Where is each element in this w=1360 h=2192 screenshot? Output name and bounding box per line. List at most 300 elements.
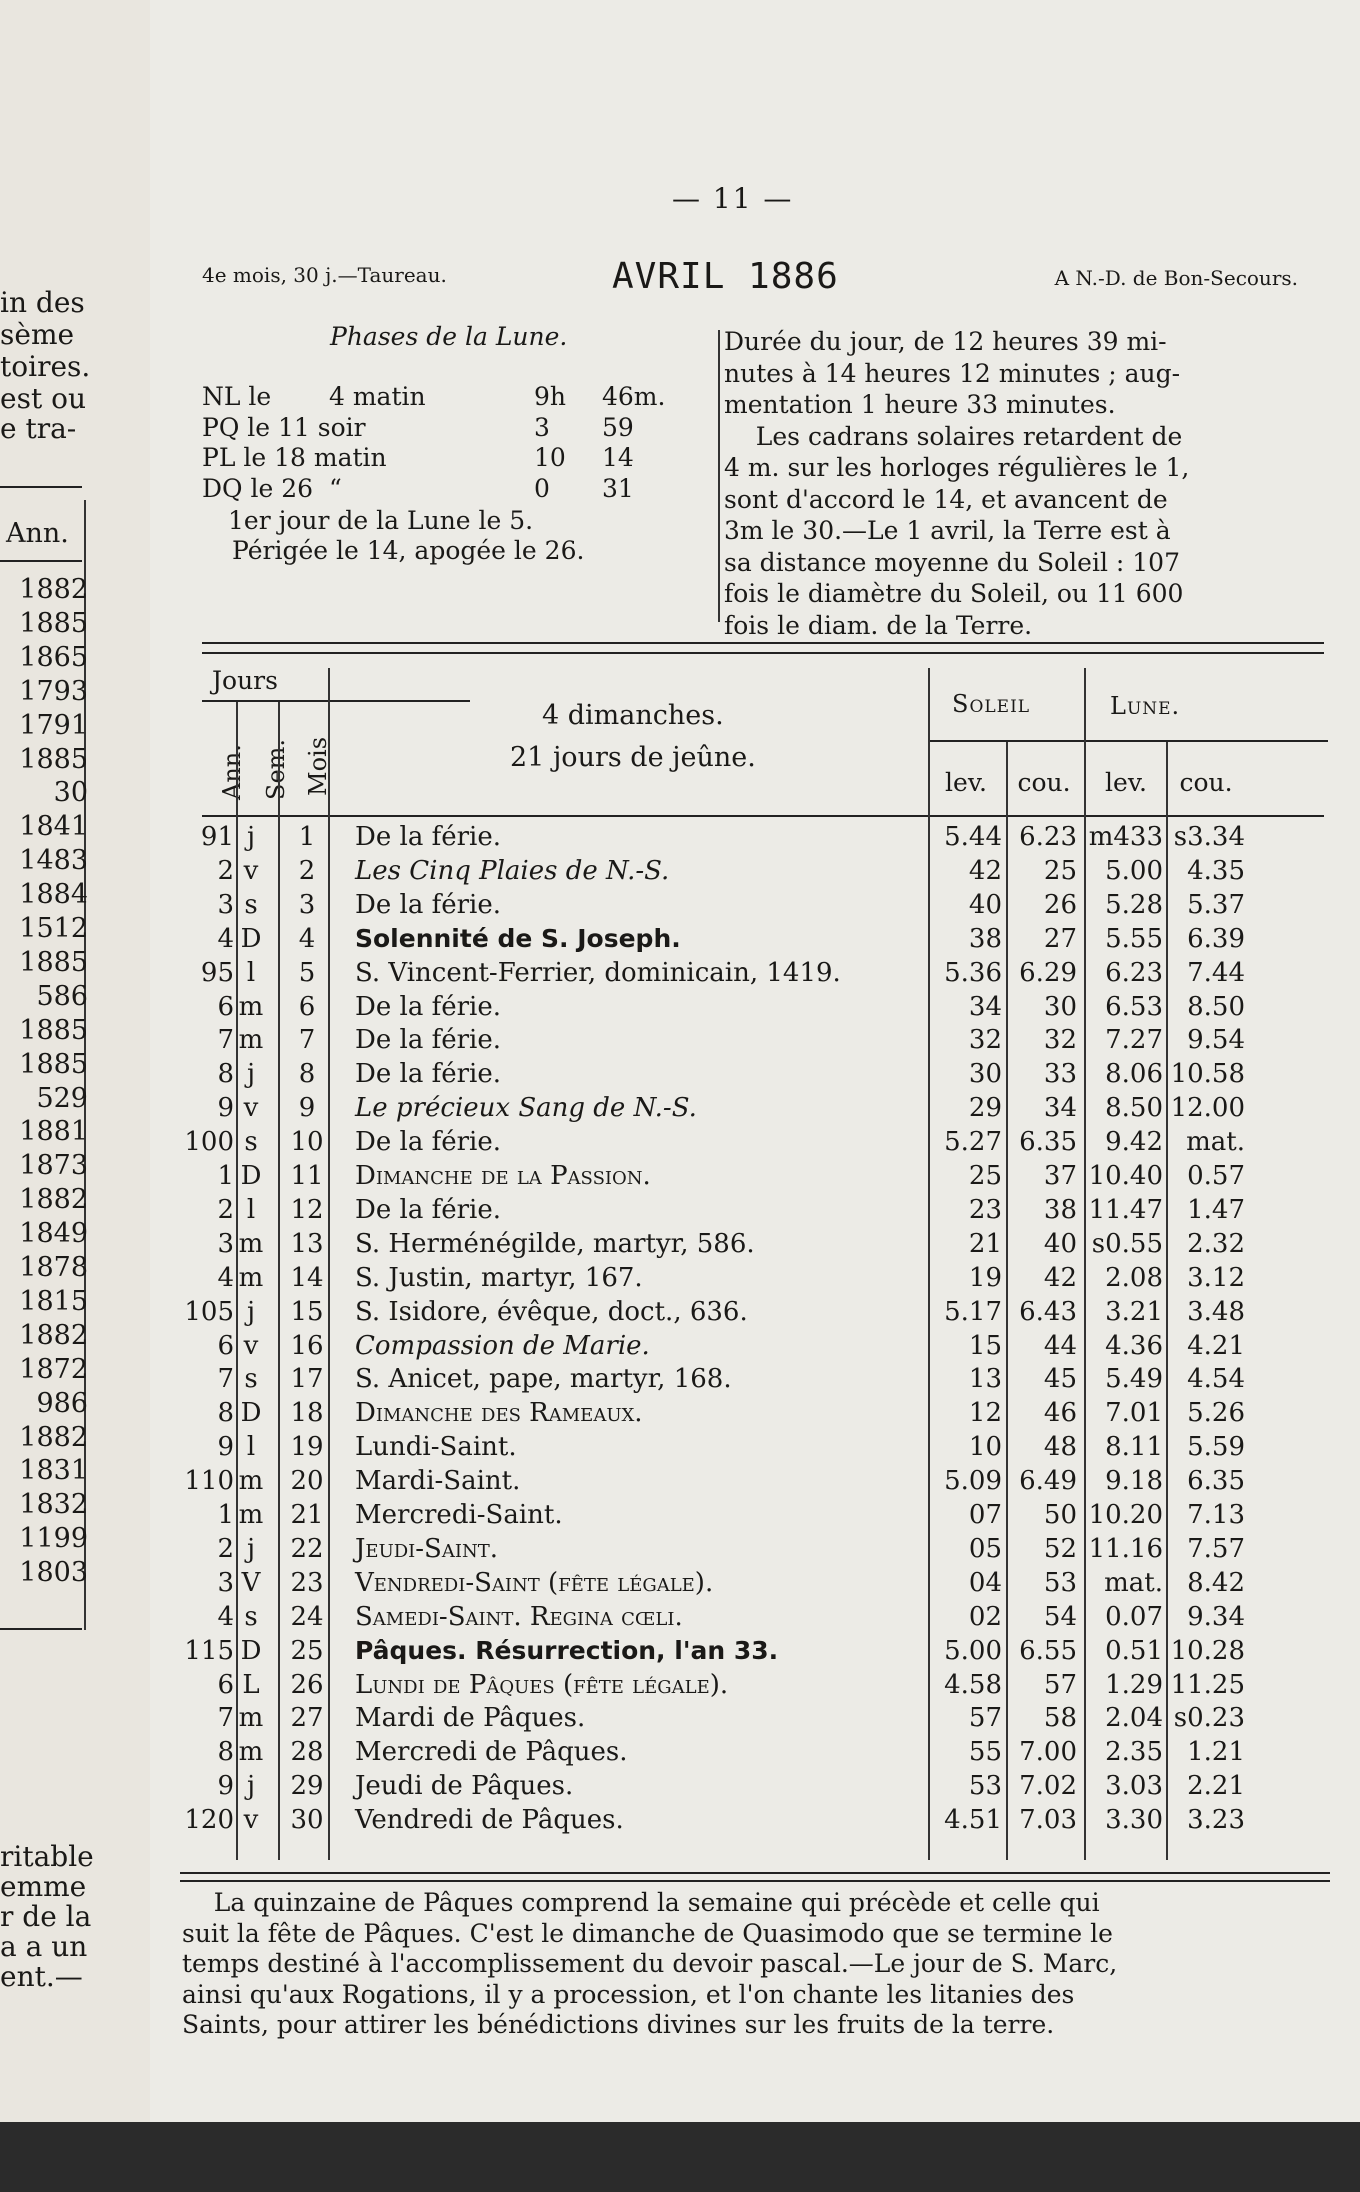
cell-sem: j	[246, 822, 256, 852]
cell-slev: 21	[968, 1228, 1002, 1259]
cell-slev: 34	[968, 991, 1002, 1022]
cell-ann: 6	[217, 991, 234, 1022]
duration-line: fois le diamètre du Soleil, ou 11 600	[724, 579, 1184, 608]
cell-scou: 44	[1043, 1330, 1077, 1361]
cell-sem: s	[244, 1601, 258, 1632]
duration-line: fois le diam. de la Terre.	[724, 610, 1033, 640]
cell-scou: 6.35	[1019, 1127, 1077, 1158]
cell-ann: 105	[184, 1296, 234, 1327]
phase-h: 10	[534, 443, 566, 472]
cell-lcou: 10.58	[1170, 1059, 1245, 1090]
rule-top-1	[202, 642, 1324, 644]
cell-llev: 7.27	[1105, 1025, 1163, 1056]
col-header-lune-cou: cou.	[1179, 768, 1233, 797]
header-rule-bottom	[202, 815, 1324, 817]
cell-scou: 38	[1043, 1194, 1077, 1225]
cell-mois: 9	[298, 1093, 316, 1124]
cell-llev: mat.	[1104, 1567, 1163, 1598]
phase-m: 59	[602, 412, 634, 442]
cell-fete: De la férie.	[355, 822, 501, 852]
cell-llev: 8.50	[1105, 1093, 1163, 1124]
cell-lcou: 5.26	[1187, 1398, 1245, 1429]
calendar-row	[150, 1093, 1360, 1127]
cell-ann: 1	[217, 1500, 234, 1530]
col-header-ann: Ann.	[218, 744, 246, 800]
cell-mois: 14	[290, 1262, 324, 1293]
cell-lcou: 1.47	[1187, 1194, 1245, 1225]
left-bottom-fragment: ent.—	[0, 1960, 83, 1993]
duration-line: Durée du jour, de 12 heures 39 mi-	[724, 327, 1167, 356]
cell-fete: Mercredi de Pâques.	[355, 1737, 628, 1768]
cell-lcou: 2.32	[1187, 1228, 1245, 1259]
phase-name: PL le 18 matin	[202, 443, 387, 472]
cell-slev: 04	[968, 1567, 1002, 1598]
left-year: 1791	[19, 709, 88, 741]
cell-lcou: 2.21	[1187, 1771, 1245, 1802]
cell-mois: 15	[290, 1296, 324, 1327]
cell-scou: 6.23	[1019, 822, 1077, 852]
cell-mois: 28	[290, 1737, 324, 1768]
left-rule-header	[0, 560, 82, 562]
cell-llev: 7.01	[1105, 1398, 1163, 1429]
cell-llev: 1.29	[1105, 1669, 1163, 1700]
moon-phase-row	[202, 443, 682, 473]
cell-lcou: 8.50	[1187, 991, 1245, 1022]
cell-llev: 2.35	[1105, 1737, 1163, 1768]
duration-line: 4 m. sur les horloges régulières le 1,	[724, 453, 1190, 482]
cell-llev: 10.20	[1088, 1500, 1163, 1530]
left-year: 1882	[19, 1421, 88, 1453]
cell-scou: 33	[1043, 1059, 1077, 1090]
cell-slev: 19	[968, 1262, 1002, 1293]
moon-phase-row	[202, 474, 682, 504]
cell-mois: 6	[298, 991, 316, 1022]
cell-slev: 07	[968, 1500, 1002, 1530]
calendar-row	[150, 1670, 1360, 1704]
footer-line: ainsi qu'aux Rogations, il y a procession, et l'on chante les litanies des	[182, 1979, 1075, 2009]
cell-scou: 6.43	[1019, 1296, 1077, 1327]
cell-lcou: mat.	[1186, 1127, 1245, 1158]
left-year: 1483	[19, 845, 88, 877]
left-bottom-fragment: emme	[0, 1870, 87, 1903]
cell-fete: De la férie.	[355, 991, 501, 1022]
calendar-row	[150, 822, 1360, 856]
cell-scou: 40	[1043, 1228, 1077, 1259]
scan-bottom-band	[0, 2122, 1360, 2192]
cell-sem: j	[246, 1296, 256, 1327]
left-text-fragment: toires.	[0, 350, 91, 383]
duration-line: nutes à 14 heures 12 minutes ; aug-	[724, 358, 1181, 388]
calendar-row	[150, 1534, 1360, 1568]
cell-llev: 6.23	[1105, 957, 1163, 988]
cell-scou: 58	[1043, 1703, 1077, 1734]
cell-llev: 0.51	[1105, 1635, 1163, 1666]
col-header-lune-lev: lev.	[1105, 768, 1147, 797]
almanac-page	[150, 0, 1360, 2122]
cell-sem: l	[246, 957, 256, 988]
calendar-row	[150, 992, 1360, 1026]
phase-name: DQ le 26	[202, 473, 314, 503]
cell-lcou: 10.28	[1170, 1635, 1245, 1666]
moon-phase-row	[202, 382, 682, 412]
cell-mois: 26	[290, 1669, 324, 1700]
cell-lcou: 9.54	[1187, 1025, 1245, 1056]
cell-llev: 8.11	[1105, 1432, 1163, 1463]
calendar-row	[150, 1195, 1360, 1229]
cell-slev: 12	[968, 1398, 1002, 1429]
cell-mois: 3	[298, 889, 316, 920]
cell-fete: Dimanche de la Passion.	[355, 1161, 651, 1191]
cell-fete: Lundi de Pâques (fête légale).	[355, 1669, 729, 1700]
calendar-row	[150, 1636, 1360, 1670]
cell-lcou: 7.13	[1187, 1500, 1245, 1530]
jours-underline	[202, 700, 470, 702]
cell-lcou: 4.21	[1187, 1330, 1245, 1361]
cell-mois: 1	[298, 822, 316, 852]
left-year: 1885	[19, 743, 88, 775]
cell-fete: S. Vincent-Ferrier, dominicain, 1419.	[355, 957, 841, 988]
cell-lcou: 6.35	[1187, 1466, 1245, 1497]
cell-mois: 19	[290, 1432, 324, 1463]
cell-lcou: 12.00	[1170, 1093, 1245, 1124]
phase-time: 4 matin	[329, 382, 426, 411]
cell-mois: 7	[298, 1025, 316, 1056]
phase-time: “	[329, 473, 342, 503]
phase-h: 9h	[534, 382, 567, 411]
calendar-row	[150, 1466, 1360, 1500]
cell-fete: Pâques. Résurrection, l'an 33.	[355, 1635, 779, 1665]
cell-scou: 37	[1043, 1161, 1077, 1191]
calendar-row	[150, 1398, 1360, 1432]
calendar-row	[150, 1059, 1360, 1093]
cell-sem: v	[243, 1330, 259, 1361]
cell-sem: v	[243, 855, 259, 886]
cell-mois: 11	[290, 1161, 324, 1191]
left-year: 1885	[19, 1014, 88, 1046]
cell-ann: 9	[217, 1432, 234, 1463]
cell-slev: 40	[968, 889, 1002, 920]
cell-mois: 29	[290, 1771, 324, 1802]
cell-slev: 5.36	[944, 957, 1002, 988]
cell-ann: 4	[217, 923, 234, 954]
cell-slev: 5.44	[944, 822, 1002, 852]
cell-llev: s0.55	[1091, 1228, 1163, 1259]
cell-ann: 7	[217, 1364, 234, 1395]
rule-bottom-2	[180, 1880, 1330, 1882]
cell-slev: 10	[968, 1432, 1002, 1463]
cell-ann: 95	[200, 957, 234, 988]
left-bottom-fragment: ritable	[0, 1840, 94, 1873]
duration-line: sont d'accord le 14, et avancent de	[724, 484, 1168, 514]
cell-slev: 5.17	[944, 1296, 1002, 1327]
cell-llev: 3.30	[1105, 1805, 1163, 1836]
cell-slev: 02	[968, 1601, 1002, 1632]
cell-slev: 32	[968, 1025, 1002, 1056]
col-header-sem: Sem.	[262, 738, 290, 800]
cell-sem: v	[243, 1093, 259, 1124]
left-year: 986	[36, 1387, 88, 1419]
rule-bottom-1	[180, 1872, 1330, 1874]
cell-mois: 13	[290, 1228, 324, 1259]
cell-slev: 5.27	[944, 1127, 1002, 1158]
cell-scou: 7.00	[1019, 1737, 1077, 1768]
cell-fete: De la férie.	[355, 889, 501, 920]
cell-mois: 18	[290, 1398, 324, 1429]
cell-fete: Compassion de Marie.	[355, 1330, 650, 1361]
cell-slev: 57	[968, 1703, 1002, 1734]
soleil-lune-underline	[928, 740, 1328, 742]
left-year: 1882	[19, 1319, 88, 1351]
calendar-row	[150, 1500, 1360, 1534]
cell-ann: 6	[217, 1330, 234, 1361]
cell-mois: 5	[298, 957, 316, 988]
cell-slev: 29	[968, 1093, 1002, 1124]
cell-ann: 7	[217, 1025, 234, 1056]
footer-line: La quinzaine de Pâques comprend la semaine qui précède et celle qui	[182, 1888, 1100, 1917]
cell-mois: 10	[290, 1127, 324, 1158]
left-text-fragment: sème	[0, 318, 75, 351]
cell-llev: 5.00	[1105, 855, 1163, 886]
cell-fete: Mercredi-Saint.	[355, 1500, 563, 1530]
cell-ann: 8	[217, 1059, 234, 1090]
cell-llev: 3.03	[1105, 1771, 1163, 1802]
cell-sem: s	[244, 1127, 258, 1158]
cell-fete: De la férie.	[355, 1025, 501, 1056]
col-header-soleil-lev: lev.	[945, 768, 987, 797]
cell-sem: m	[238, 1262, 264, 1293]
cell-llev: 8.06	[1105, 1059, 1163, 1090]
left-year: 1881	[19, 1116, 88, 1148]
cell-sem: D	[240, 1161, 262, 1191]
cell-slev: 38	[968, 923, 1002, 954]
left-bottom-fragment: a a un	[0, 1930, 88, 1963]
cell-lcou: 3.23	[1187, 1805, 1245, 1836]
cell-fete: Dimanche des Rameaux.	[355, 1398, 643, 1429]
cell-ann: 8	[217, 1737, 234, 1768]
cell-sem: m	[238, 1737, 264, 1768]
cell-llev: 5.55	[1105, 923, 1163, 954]
cell-sem: m	[238, 1703, 264, 1734]
cell-scou: 30	[1043, 991, 1077, 1022]
cell-sem: s	[244, 1364, 258, 1395]
cell-ann: 91	[200, 822, 234, 852]
cell-llev: 3.21	[1105, 1296, 1163, 1327]
cell-llev: 2.08	[1105, 1262, 1163, 1293]
cell-sem: l	[246, 1432, 256, 1463]
left-year: 1512	[19, 913, 88, 944]
cell-lcou: 9.34	[1187, 1601, 1245, 1632]
phase-h: 3	[534, 412, 550, 442]
phase-m: 14	[602, 443, 634, 472]
left-year: 529	[36, 1082, 88, 1114]
calendar-row	[150, 1737, 1360, 1771]
cell-sem: m	[238, 1500, 264, 1530]
cell-lcou: 7.44	[1187, 957, 1245, 988]
left-year: 1831	[19, 1455, 88, 1487]
left-year: 1885	[19, 946, 88, 978]
left-year: 1885	[19, 607, 88, 639]
facing-page-fragment	[0, 0, 153, 2192]
cell-sem: m	[238, 1228, 264, 1259]
header-divider	[718, 330, 720, 622]
cell-mois: 8	[298, 1059, 316, 1090]
cell-ann: 100	[184, 1127, 234, 1158]
cell-slev: 30	[968, 1059, 1002, 1090]
cell-sem: m	[238, 1025, 264, 1056]
left-year: 1873	[19, 1150, 88, 1182]
cell-mois: 22	[290, 1533, 324, 1564]
cell-fete: Samedi-Saint. Regina cœli.	[355, 1601, 683, 1632]
calendar-row	[150, 1161, 1360, 1195]
cell-scou: 53	[1043, 1567, 1077, 1598]
cell-fete: De la férie.	[355, 1127, 501, 1158]
cell-scou: 6.49	[1019, 1466, 1077, 1497]
cell-fete: S. Isidore, évêque, doct., 636.	[355, 1296, 748, 1327]
col-header-lune: Lune.	[1110, 692, 1181, 720]
cell-slev: 4.58	[944, 1669, 1002, 1700]
cell-lcou: 3.12	[1187, 1262, 1245, 1293]
cell-ann: 4	[217, 1262, 234, 1293]
calendar-row	[150, 1331, 1360, 1365]
left-text-fragment: in des	[0, 286, 85, 319]
cell-ann: 4	[217, 1601, 234, 1632]
cell-sem: D	[240, 923, 262, 954]
cell-mois: 12	[290, 1194, 324, 1225]
cell-ann: 115	[184, 1635, 234, 1666]
cell-mois: 21	[290, 1500, 324, 1530]
moon-phases-title: Phases de la Lune.	[330, 322, 568, 351]
calendar-row	[150, 1025, 1360, 1059]
cell-mois: 2	[298, 855, 316, 886]
cell-lcou: 11.25	[1170, 1669, 1245, 1700]
left-year: 1832	[19, 1489, 88, 1521]
page-title: AVRIL 1886	[612, 256, 839, 297]
cell-slev: 5.09	[944, 1466, 1002, 1497]
cell-scou: 34	[1043, 1093, 1077, 1124]
left-year: 1884	[19, 879, 88, 911]
cell-scou: 50	[1043, 1500, 1077, 1530]
phase-h: 0	[534, 473, 550, 503]
cell-llev: m433	[1088, 822, 1163, 852]
left-year: 1793	[19, 675, 88, 707]
cell-scou: 7.02	[1019, 1771, 1077, 1802]
cell-ann: 120	[184, 1805, 234, 1836]
cell-scou: 7.03	[1019, 1805, 1077, 1836]
cell-scou: 6.55	[1019, 1635, 1077, 1666]
calendar-row	[150, 1364, 1360, 1398]
cell-ann: 2	[217, 1533, 234, 1564]
cell-fete: Mardi-Saint.	[355, 1466, 521, 1497]
cell-llev: 10.40	[1088, 1161, 1163, 1191]
cell-llev: 9.18	[1105, 1466, 1163, 1497]
cell-ann: 3	[217, 1567, 234, 1598]
left-ann-header: Ann.	[6, 518, 69, 549]
cell-sem: V	[241, 1567, 261, 1598]
left-rule-bottom	[0, 1628, 82, 1630]
cell-sem: j	[246, 1059, 256, 1090]
cell-llev: 4.36	[1105, 1330, 1163, 1361]
cell-ann: 9	[217, 1771, 234, 1802]
cell-mois: 27	[290, 1703, 324, 1734]
cell-slev: 55	[968, 1737, 1002, 1768]
col-header-jours: Jours	[212, 666, 278, 695]
cell-lcou: 1.21	[1187, 1737, 1245, 1768]
calendar-row	[150, 1703, 1360, 1737]
cell-ann: 8	[217, 1398, 234, 1429]
cell-scou: 32	[1043, 1025, 1077, 1056]
cell-fete: Lundi-Saint.	[355, 1432, 517, 1463]
cell-slev: 05	[968, 1533, 1002, 1564]
cell-fete: Le précieux Sang de N.-S.	[355, 1093, 697, 1124]
left-year: 1878	[19, 1252, 88, 1283]
cell-lcou: 4.35	[1187, 855, 1245, 886]
cell-lcou: 7.57	[1187, 1533, 1245, 1564]
phase-m: 46m.	[602, 382, 666, 411]
moon-first-day: 1er jour de la Lune le 5.	[228, 506, 534, 535]
cell-sem: L	[242, 1669, 260, 1700]
cell-lcou: s3.34	[1173, 822, 1245, 852]
left-year: 1849	[19, 1218, 88, 1250]
cell-fete: S. Anicet, pape, martyr, 168.	[355, 1364, 732, 1395]
left-text-fragment: e tra-	[0, 412, 77, 445]
cell-slev: 13	[968, 1364, 1002, 1395]
cell-sem: D	[240, 1398, 262, 1429]
day-duration-text	[724, 326, 1360, 641]
calendar-row	[150, 1297, 1360, 1331]
phase-m: 31	[602, 473, 634, 503]
cell-scou: 52	[1043, 1533, 1077, 1564]
calendar-row	[150, 890, 1360, 924]
left-bottom-fragment: r de la	[0, 1900, 92, 1933]
cell-llev: 11.16	[1088, 1533, 1163, 1564]
cell-sem: j	[246, 1771, 256, 1802]
calendar-row	[150, 958, 1360, 992]
cell-scou: 45	[1043, 1364, 1077, 1395]
cell-lcou: 8.42	[1187, 1567, 1245, 1598]
footer-line: Saints, pour attirer les bénédictions divines sur les fruits de la terre.	[182, 2010, 1055, 2039]
cell-scou: 46	[1043, 1398, 1077, 1429]
cell-slev: 42	[968, 855, 1002, 886]
rule-top-2	[202, 652, 1324, 654]
cell-fete: Les Cinq Plaies de N.-S.	[355, 855, 670, 886]
phase-name: NL le	[202, 382, 272, 411]
col-header-soleil: Soleil	[952, 690, 1031, 718]
cell-llev: 5.49	[1105, 1364, 1163, 1395]
calendar-row	[150, 1771, 1360, 1805]
cell-scou: 6.29	[1019, 957, 1077, 988]
cell-sem: s	[244, 889, 258, 920]
cell-fete: Jeudi de Pâques.	[355, 1771, 574, 1802]
cell-lcou: s0.23	[1173, 1703, 1245, 1734]
cell-sem: j	[246, 1533, 256, 1564]
calendar-row	[150, 1805, 1360, 1839]
cell-scou: 26	[1043, 889, 1077, 920]
cell-lcou: 3.48	[1187, 1296, 1245, 1327]
cell-slev: 15	[968, 1330, 1002, 1361]
left-year: 1199	[19, 1523, 88, 1555]
cell-sem: m	[238, 1466, 264, 1497]
calendar-row	[150, 1568, 1360, 1602]
duration-line: Les cadrans solaires retardent de	[724, 421, 1183, 451]
cell-scou: 42	[1043, 1262, 1077, 1293]
cell-slev: 23	[968, 1194, 1002, 1225]
cell-ann: 2	[217, 1194, 234, 1225]
cell-sem: D	[240, 1635, 262, 1666]
cell-fete: Solennité de S. Joseph.	[355, 923, 681, 953]
left-year: 1882	[19, 574, 88, 605]
cell-lcou: 6.39	[1187, 923, 1245, 954]
left-rule-top	[0, 486, 82, 488]
